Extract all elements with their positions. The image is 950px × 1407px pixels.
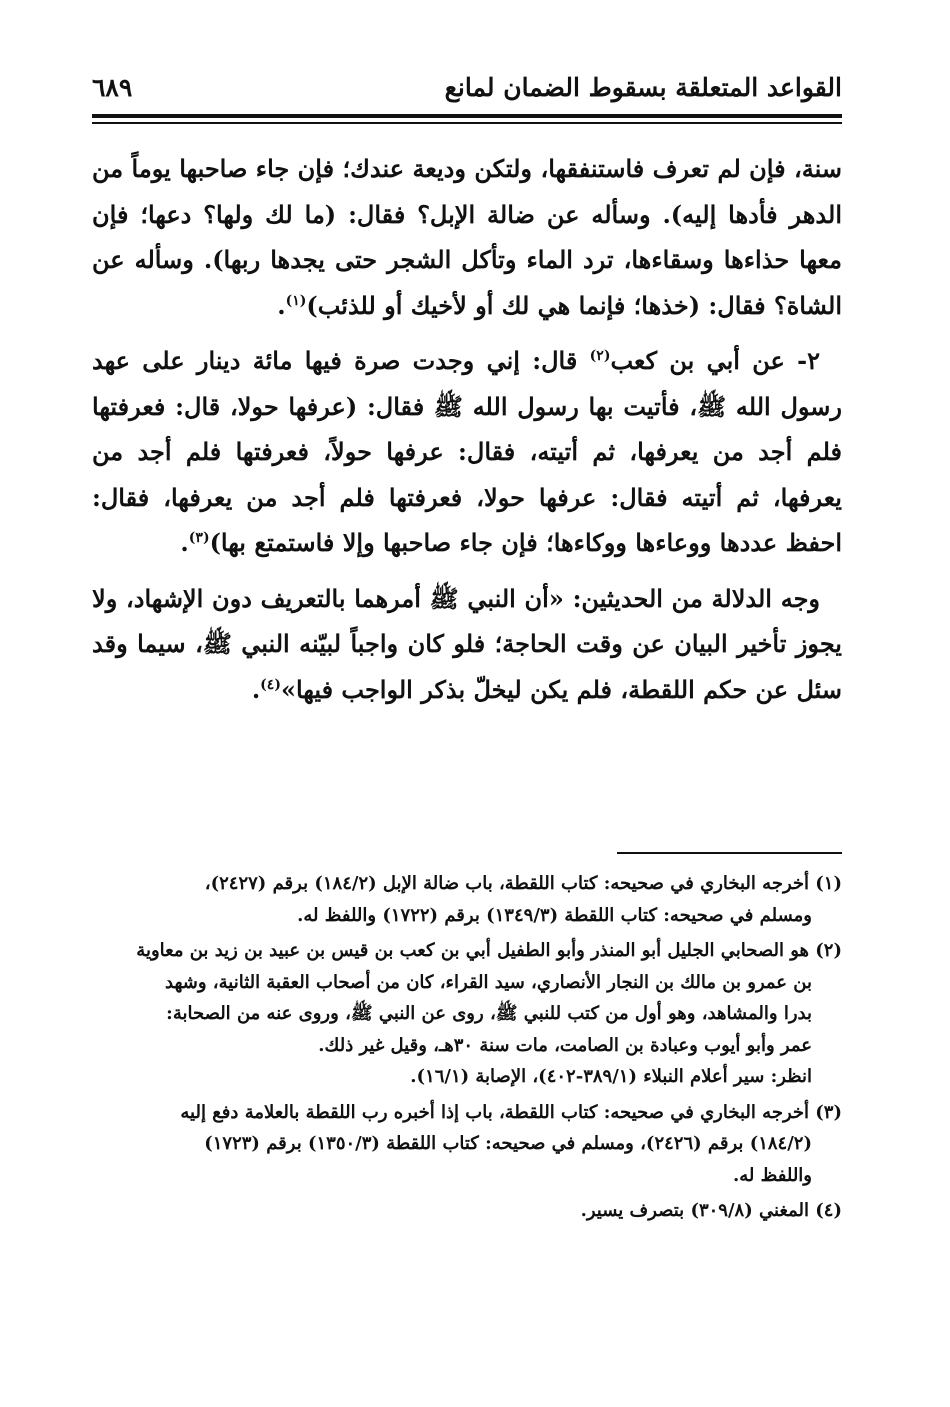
header-rule-thick bbox=[92, 114, 842, 118]
footnote-2-line-2: بن عمرو بن مالك بن النجار الأنصاري، سيد القراء، كان من أصحاب العقبة الثانية، وشهد bbox=[165, 971, 812, 993]
running-header bbox=[92, 70, 842, 110]
footnote-3 bbox=[92, 1097, 842, 1192]
paragraph-1-period: . bbox=[277, 290, 286, 320]
book-page bbox=[92, 62, 842, 1362]
footnote-2-line-4: عمر وأبو أيوب وعبادة بن الصامت، مات سنة ٣٠هـ، وقيل غير ذلك. bbox=[318, 1034, 812, 1056]
paragraph-2-text: قال: إني وجدت صرة فيها مائة دينار على عهد رسول الله ﷺ، فأتيت بها رسول الله ﷺ فقال: (عرفها حولا، قال: فعرفتها فلم أجد من يعرفها، ثم أتيته، فقال: عرفها حولاً، فعرفتها فلم أجد من يعرفها، ثم أتيته فقال: عرفها حولا، فعرفتها فلم أجد من يعرفها، فقال: احفظ عددها ووعاءها ووكاءها؛ فإن جاء صاحبها وإلا فاستمتع بها) bbox=[92, 346, 842, 557]
paragraph-1-text: سنة، فإن لم تعرف فاستنفقها، ولتكن وديعة عندك؛ فإن جاء صاحبها يوماً من الدهر فأدها إليه). وسأله عن ضالة الإبل؟ فقال: (ما لك ولها؟ دعها؛ فإن معها حذاءها وسقاءها، ترد الماء وتأكل الشجر حتى يجدها ربها). وسأله عن الشاة؟ فقال: (خذها؛ فإنما هي لك أو لأخيك أو للذئب) bbox=[92, 154, 842, 320]
footnote-2 bbox=[92, 935, 842, 1093]
header-rule-thin bbox=[92, 122, 842, 124]
footnote-ref-1: (١) bbox=[285, 292, 307, 309]
page-number: ٦٨٩ bbox=[92, 73, 133, 102]
footnote-3-line-1: (٣) أخرجه البخاري في صحيحه: كتاب اللقطة، باب إذا أخبره رب اللقطة بالعلامة دفع إليه bbox=[180, 1101, 842, 1123]
footnote-1 bbox=[92, 868, 842, 931]
footnote-2-line-5: انظر: سير أعلام النبلاء (٣٨٩/١-٤٠٢)، الإصابة (١٦/١). bbox=[410, 1066, 812, 1087]
paragraph-3 bbox=[92, 576, 842, 713]
paragraph-1 bbox=[92, 146, 842, 328]
paragraph-3-period: . bbox=[251, 674, 261, 704]
footnotes bbox=[92, 868, 842, 1231]
footnote-3-line-3: واللفظ له. bbox=[733, 1164, 812, 1186]
paragraph-3-text: وجه الدلالة من الحديثين: «أن النبي ﷺ أمرهما بالتعريف دون الإشهاد، ولا يجوز تأخير البيان عن وقت الحاجة؛ فلو كان واجباً لبيّنه النبي ﷺ، سيما وقد سئل عن حكم اللقطة، فلم يكن ليخلّ بذكر الواجب فيها» bbox=[92, 583, 842, 704]
footnote-3-line-2: (١٨٤/٢) برقم (٢٤٢٦)، ومسلم في صحيحه: كتاب اللقطة (١٣٥٠/٣) برقم (١٧٢٣) bbox=[204, 1133, 812, 1154]
footnote-separator bbox=[617, 852, 842, 854]
paragraph-2 bbox=[92, 338, 842, 566]
footnote-4 bbox=[92, 1195, 842, 1227]
paragraph-2-period: . bbox=[180, 528, 189, 557]
paragraph-2-lead: ٢- عن أبي بن كعب bbox=[610, 346, 821, 375]
footnote-4-line-1: (٤) المغني (٣٠٩/٨) بتصرف يسير. bbox=[580, 1200, 842, 1221]
footnote-2-line-1: (٢) هو الصحابي الجليل أبو المنذر وأبو الطفيل أبي بن كعب بن قيس بن عبيد بن زيد بن معاوية bbox=[136, 940, 842, 961]
footnote-1-line-2: ومسلم في صحيحه: كتاب اللقطة (١٣٤٩/٣) برقم (١٧٢٢) واللفظ له. bbox=[297, 904, 812, 926]
footnote-ref-2: (٢) bbox=[589, 348, 611, 364]
footnote-ref-3: (٣) bbox=[188, 530, 210, 546]
footnote-1-line-1: (١) أخرجه البخاري في صحيحه: كتاب اللقطة، باب ضالة الإبل (١٨٤/٢) برقم (٢٤٢٧)، bbox=[204, 873, 842, 894]
footnote-2-line-3: بدرا والمشاهد، وهو أول من كتب للنبي ﷺ، روى عن النبي ﷺ، وروى عنه من الصحابة: bbox=[166, 1003, 812, 1024]
running-title: القواعد المتعلقة بسقوط الضمان لمانع bbox=[444, 73, 842, 102]
main-text bbox=[92, 146, 842, 722]
footnote-ref-4: (٤) bbox=[260, 676, 281, 693]
